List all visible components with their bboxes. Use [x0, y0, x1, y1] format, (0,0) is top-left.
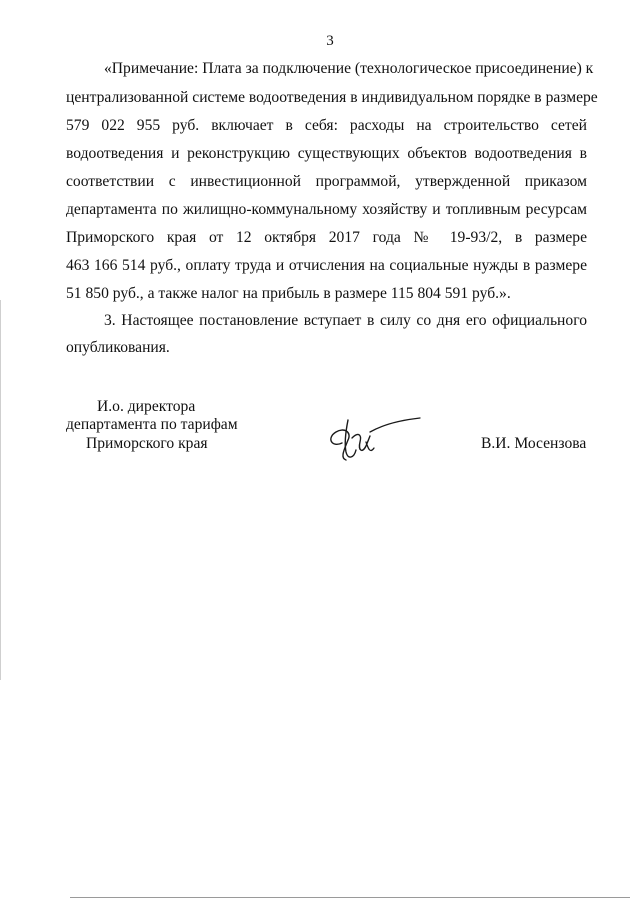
note-line: соответствии с инвестиционной программой, утвержденной приказом [66, 173, 587, 190]
clause-line: опубликования. [66, 339, 170, 356]
clause-line: 3. Настоящее постановление вступает в силу со дня его официального [104, 312, 587, 329]
note-line: Приморского края от 12 октября 2017 года № 19-93/2, в размере [66, 229, 587, 246]
note-line: водоотведения и реконструкцию существующих объектов водоотведения в [66, 145, 587, 162]
note-line: централизованной системе водоотведения в индивидуальном порядке в размере [66, 89, 598, 106]
note-line: департамента по жилищно-коммунальному хозяйству и топливным ресурсам [66, 201, 587, 218]
note-line: 579 022 955 руб. включает в себя: расходы на строительство сетей [66, 117, 587, 134]
note-line: 51 850 руб., а также налог на прибыль в размере 115 804 591 руб.». [66, 285, 511, 302]
signer-title-line: И.о. директора [97, 398, 196, 415]
scan-bottom-edge [70, 897, 630, 898]
signer-title-line: Приморского края [86, 435, 208, 452]
handwritten-signature [322, 408, 432, 468]
note-line: «Примечание: Плата за подключение (технологическое присоединение) к [104, 60, 594, 77]
signer-title-line: департамента по тарифам [66, 416, 238, 433]
note-line: 463 166 514 руб., оплату труда и отчисления на социальные нужды в размере [66, 257, 587, 274]
scan-edge-mark [0, 300, 1, 680]
signer-name: В.И. Мосензова [481, 435, 587, 452]
page-number: 3 [326, 33, 334, 49]
